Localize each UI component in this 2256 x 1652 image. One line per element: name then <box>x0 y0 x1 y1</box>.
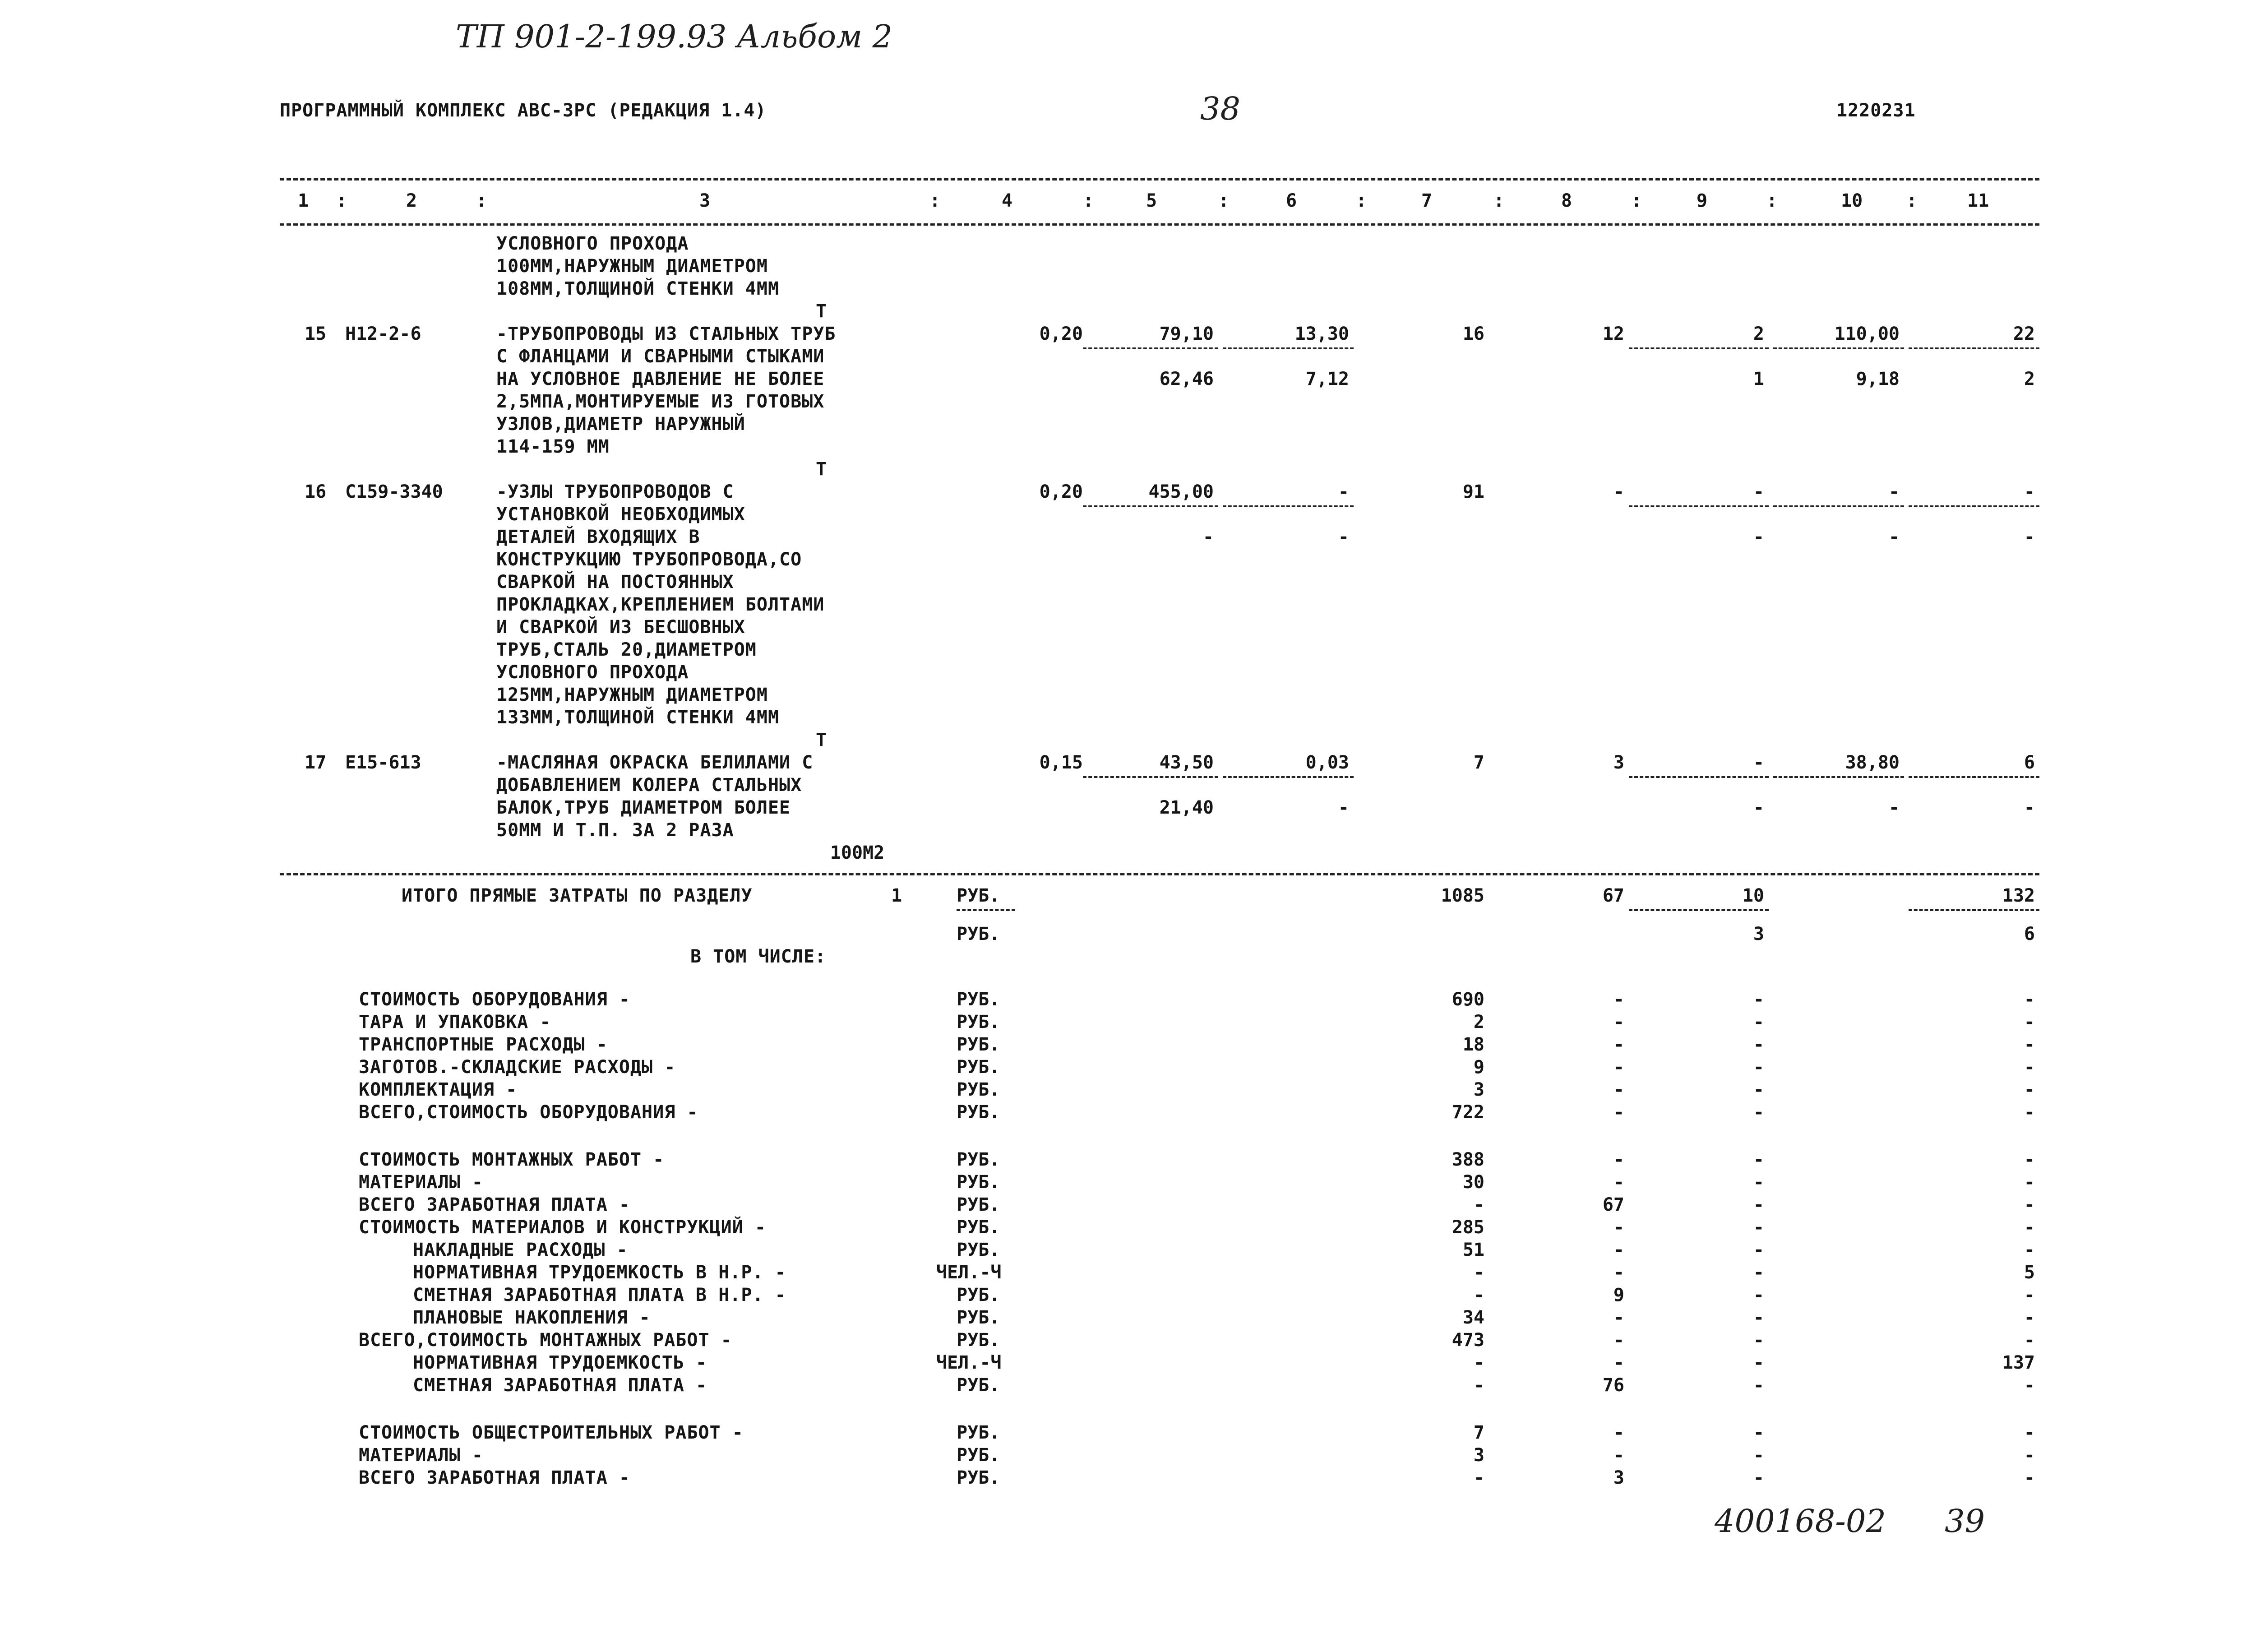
summary-col7: 285 <box>1452 1217 1484 1238</box>
split-rule <box>1629 347 1769 349</box>
summary-label: СТОИМОСТЬ ОБЩЕСТРОИТЕЛЬНЫХ РАБОТ - <box>359 1422 744 1443</box>
item-description-line: ТРУБ,СТАЛЬ 20,ДИАМЕТРОМ <box>496 639 757 660</box>
total-unit-rule <box>957 909 1015 911</box>
col8-value: - <box>1613 481 1624 502</box>
col11-secondary: 2 <box>2024 369 2035 389</box>
item-description-line: 100ММ,НАРУЖНЫМ ДИАМЕТРОМ <box>496 256 768 277</box>
col8-value: 12 <box>1602 324 1624 344</box>
total-col11: 132 <box>2002 885 2035 906</box>
summary-col8: - <box>1613 1217 1624 1238</box>
col11-value: - <box>2024 481 2035 502</box>
row-number: 15 <box>305 324 327 344</box>
summary-col8: - <box>1613 1262 1624 1283</box>
summary-col9: - <box>1753 1352 1764 1373</box>
summary-unit: РУБ. <box>957 1285 1000 1305</box>
split-rule <box>1629 505 1769 507</box>
total-split-rule <box>1909 909 2039 911</box>
summary-col7: 9 <box>1473 1057 1484 1078</box>
col5-secondary: 62,46 <box>1159 369 1214 389</box>
summary-unit: РУБ. <box>957 1330 1000 1351</box>
split-rule <box>1909 776 2039 778</box>
col4-quantity: 0,15 <box>1039 752 1083 773</box>
summary-unit: РУБ. <box>957 1149 1000 1170</box>
item-description-line: 108ММ,ТОЛЩИНОЙ СТЕНКИ 4ММ <box>496 278 780 299</box>
row-number: 17 <box>305 752 327 773</box>
column-header-6: 6 <box>1286 190 1297 211</box>
item-description-line: 114-159 ММ <box>496 436 610 457</box>
summary-unit: РУБ. <box>957 1194 1000 1215</box>
col4-quantity: 0,20 <box>1039 481 1083 502</box>
summary-col11: - <box>2024 1194 2035 1215</box>
including-label: В ТОМ ЧИСЛЕ: <box>690 946 826 967</box>
summary-col11: - <box>2024 1467 2035 1488</box>
split-rule <box>1909 505 2039 507</box>
summary-col7: 2 <box>1473 1012 1484 1032</box>
summary-col11: - <box>2024 1285 2035 1305</box>
total-section-number: 1 <box>891 885 902 906</box>
summary-col11: - <box>2024 1307 2035 1328</box>
col10-value: 110,00 <box>1834 324 1900 344</box>
summary-col7: 3 <box>1473 1445 1484 1466</box>
summary-label: СТОИМОСТЬ ОБОРУДОВАНИЯ - <box>359 989 630 1010</box>
summary-unit: РУБ. <box>957 1034 1000 1055</box>
col5-secondary: - <box>1202 527 1214 547</box>
column-separator: : <box>1493 190 1505 211</box>
column-separator: : <box>336 190 347 211</box>
col11-secondary: - <box>2024 797 2035 818</box>
summary-col9: - <box>1753 989 1764 1010</box>
split-rule <box>1223 505 1354 507</box>
split-rule <box>1083 776 1218 778</box>
column-header-1: 1 <box>298 190 309 211</box>
unit-of-measure: Т <box>815 459 827 480</box>
summary-col9: - <box>1753 1467 1764 1488</box>
summary-col9: - <box>1753 1172 1764 1193</box>
summary-col9: - <box>1753 1102 1764 1123</box>
column-header-2: 2 <box>406 190 417 211</box>
summary-col8: - <box>1613 1330 1624 1351</box>
col6-secondary: - <box>1338 527 1349 547</box>
split-rule <box>1629 776 1769 778</box>
column-header-10: 10 <box>1841 190 1863 211</box>
col5-unit-cost: 79,10 <box>1159 324 1214 344</box>
summary-label: КОМПЛЕКТАЦИЯ - <box>359 1079 518 1100</box>
summary-col11: - <box>2024 1240 2035 1260</box>
handwritten-album-ref: ТП 901-2-199.93 Альбом 2 <box>456 18 893 55</box>
summary-col7: 3 <box>1473 1079 1484 1100</box>
item-description-line: ДОБАВЛЕНИЕМ КОЛЕРА СТАЛЬНЫХ <box>496 775 802 796</box>
column-header-11: 11 <box>1967 190 1989 211</box>
total-unit: РУБ. <box>957 885 1000 906</box>
col9-value: - <box>1753 752 1764 773</box>
split-rule <box>1909 347 2039 349</box>
item-description-line: 133ММ,ТОЛЩИНОЙ СТЕНКИ 4ММ <box>496 707 780 728</box>
summary-label: НОРМАТИВНАЯ ТРУДОЕМКОСТЬ В Н.Р. - <box>413 1262 786 1283</box>
summary-label: ЗАГОТОВ.-СКЛАДСКИЕ РАСХОДЫ - <box>359 1057 676 1078</box>
summary-col11: - <box>2024 1172 2035 1193</box>
item-description-line: 2,5МПА,МОНТИРУЕМЫЕ ИЗ ГОТОВЫХ <box>496 391 825 412</box>
total-col9: 10 <box>1742 885 1764 906</box>
total-split-rule <box>1629 909 1769 911</box>
summary-col8: - <box>1613 1307 1624 1328</box>
col10-secondary: 9,18 <box>1856 369 1900 389</box>
summary-label: ВСЕГО,СТОИМОСТЬ ОБОРУДОВАНИЯ - <box>359 1102 698 1123</box>
summary-col11: - <box>2024 1034 2035 1055</box>
program-header: ПРОГРАММНЫЙ КОМПЛЕКС АВС-ЗРС (РЕДАКЦИЯ 1.4) <box>280 100 767 121</box>
summary-col8: - <box>1613 989 1624 1010</box>
summary-label: СМЕТНАЯ ЗАРАБОТНАЯ ПЛАТА В Н.Р. - <box>413 1285 786 1305</box>
summary-label: СМЕТНАЯ ЗАРАБОТНАЯ ПЛАТА - <box>413 1375 707 1396</box>
summary-label: ТАРА И УПАКОВКА - <box>359 1012 551 1032</box>
summary-col11: - <box>2024 1057 2035 1078</box>
column-header-7: 7 <box>1421 190 1433 211</box>
summary-col7: 51 <box>1462 1240 1484 1260</box>
summary-col8: - <box>1613 1057 1624 1078</box>
split-rule <box>1083 505 1218 507</box>
summary-col9: - <box>1753 1285 1764 1305</box>
item-description-line: УСТАНОВКОЙ НЕОБХОДИМЫХ <box>496 504 745 525</box>
column-separator: : <box>1356 190 1367 211</box>
split-rule <box>1083 347 1218 349</box>
summary-col8: 67 <box>1602 1194 1624 1215</box>
col9-value: 2 <box>1753 324 1764 344</box>
summary-unit: РУБ. <box>957 1172 1000 1193</box>
row-number: 16 <box>305 481 327 502</box>
summary-col7: 722 <box>1452 1102 1484 1123</box>
summary-col8: - <box>1613 1172 1624 1193</box>
column-separator: : <box>929 190 941 211</box>
summary-col7: - <box>1473 1467 1484 1488</box>
column-header-5: 5 <box>1146 190 1157 211</box>
summary-col11: - <box>2024 1217 2035 1238</box>
col8-value: 3 <box>1613 752 1624 773</box>
total-col8: 67 <box>1602 885 1624 906</box>
summary-unit: РУБ. <box>957 1445 1000 1466</box>
item-description-line: ПРОКЛАДКАХ,КРЕПЛЕНИЕМ БОЛТАМИ <box>496 594 825 615</box>
summary-col8: 3 <box>1613 1467 1624 1488</box>
col10-value: - <box>1888 481 1900 502</box>
summary-col8: - <box>1613 1149 1624 1170</box>
summary-col7: 388 <box>1452 1149 1484 1170</box>
split-rule <box>1773 776 1904 778</box>
header-rule-bottom <box>280 223 2039 226</box>
total-col9-secondary: 3 <box>1753 924 1764 944</box>
summary-col9: - <box>1753 1057 1764 1078</box>
summary-col7: 34 <box>1462 1307 1484 1328</box>
summary-col11: - <box>2024 1330 2035 1351</box>
summary-col7: - <box>1473 1375 1484 1396</box>
col7-total: 7 <box>1473 752 1484 773</box>
col10-secondary: - <box>1888 527 1900 547</box>
total-unit-secondary: РУБ. <box>957 924 1000 944</box>
summary-col9: - <box>1753 1330 1764 1351</box>
summary-label: СТОИМОСТЬ МОНТАЖНЫХ РАБОТ - <box>359 1149 665 1170</box>
section-total-rule <box>280 873 2039 875</box>
summary-col11: 5 <box>2024 1262 2035 1283</box>
column-separator: : <box>1218 190 1230 211</box>
split-rule <box>1773 347 1904 349</box>
column-separator: : <box>1083 190 1094 211</box>
column-separator: : <box>476 190 487 211</box>
document-number: 1220231 <box>1836 100 1916 121</box>
summary-col8: - <box>1613 1079 1624 1100</box>
summary-label: СТОИМОСТЬ МАТЕРИАЛОВ И КОНСТРУКЦИЙ - <box>359 1217 766 1238</box>
col6-value: - <box>1338 481 1349 502</box>
column-header-4: 4 <box>1002 190 1013 211</box>
summary-label: ВСЕГО ЗАРАБОТНАЯ ПЛАТА - <box>359 1467 630 1488</box>
summary-col7: 18 <box>1462 1034 1484 1055</box>
summary-unit: РУБ. <box>957 1467 1000 1488</box>
unit-of-measure: Т <box>815 301 827 322</box>
summary-unit: РУБ. <box>957 1079 1000 1100</box>
summary-label: ВСЕГО ЗАРАБОТНАЯ ПЛАТА - <box>359 1194 630 1215</box>
item-description-line: И СВАРКОЙ ИЗ БЕСШОВНЫХ <box>496 617 745 638</box>
handwritten-page-number: 38 <box>1200 90 1241 127</box>
resource-code: Н12-2-6 <box>345 324 421 344</box>
summary-col7: - <box>1473 1194 1484 1215</box>
summary-unit: РУБ. <box>957 1375 1000 1396</box>
summary-col11: - <box>2024 1012 2035 1032</box>
summary-col9: - <box>1753 1012 1764 1032</box>
summary-col9: - <box>1753 1149 1764 1170</box>
summary-unit: РУБ. <box>957 989 1000 1010</box>
column-separator: : <box>1631 190 1642 211</box>
summary-col11: - <box>2024 1102 2035 1123</box>
summary-unit: РУБ. <box>957 1217 1000 1238</box>
summary-col7: - <box>1473 1262 1484 1283</box>
total-label: ИТОГО ПРЯМЫЕ ЗАТРАТЫ ПО РАЗДЕЛУ <box>402 885 753 906</box>
item-description-line: -УЗЛЫ ТРУБОПРОВОДОВ С <box>496 481 734 502</box>
summary-col11: - <box>2024 1375 2035 1396</box>
summary-unit: РУБ. <box>957 1240 1000 1260</box>
summary-label: ВСЕГО,СТОИМОСТЬ МОНТАЖНЫХ РАБОТ - <box>359 1330 732 1351</box>
item-description-line: -МАСЛЯНАЯ ОКРАСКА БЕЛИЛАМИ С <box>496 752 814 773</box>
col10-value: 38,80 <box>1845 752 1900 773</box>
summary-col8: - <box>1613 1240 1624 1260</box>
unit-of-measure: 100М2 <box>830 842 885 863</box>
split-rule <box>1223 776 1354 778</box>
summary-col9: - <box>1753 1307 1764 1328</box>
col10-secondary: - <box>1888 797 1900 818</box>
summary-label: ТРАНСПОРТНЫЕ РАСХОДЫ - <box>359 1034 608 1055</box>
item-description-line: БАЛОК,ТРУБ ДИАМЕТРОМ БОЛЕЕ <box>496 797 791 818</box>
summary-unit: РУБ. <box>957 1057 1000 1078</box>
summary-col7: 690 <box>1452 989 1484 1010</box>
summary-col8: - <box>1613 1102 1624 1123</box>
summary-col8: - <box>1613 1034 1624 1055</box>
summary-unit: ЧЕЛ.-Ч <box>936 1262 1002 1283</box>
handwritten-stamp-code: 400168-02 <box>1715 1503 1886 1540</box>
summary-unit: РУБ. <box>957 1422 1000 1443</box>
split-rule <box>1773 505 1904 507</box>
item-description-line: УЗЛОВ,ДИАМЕТР НАРУЖНЫЙ <box>496 414 745 435</box>
col7-total: 16 <box>1462 324 1484 344</box>
summary-col7: 473 <box>1452 1330 1484 1351</box>
resource-code: С159-3340 <box>345 481 443 502</box>
col11-value: 6 <box>2024 752 2035 773</box>
summary-label: ПЛАНОВЫЕ НАКОПЛЕНИЯ - <box>413 1307 651 1328</box>
item-description-line: УСЛОВНОГО ПРОХОДА <box>496 662 689 683</box>
summary-col11: - <box>2024 1422 2035 1443</box>
summary-unit: РУБ. <box>957 1102 1000 1123</box>
col4-quantity: 0,20 <box>1039 324 1083 344</box>
summary-col7: - <box>1473 1285 1484 1305</box>
summary-col11: 137 <box>2002 1352 2035 1373</box>
summary-label: МАТЕРИАЛЫ - <box>359 1172 483 1193</box>
col9-value: - <box>1753 481 1764 502</box>
summary-col9: - <box>1753 1034 1764 1055</box>
summary-unit: РУБ. <box>957 1012 1000 1032</box>
summary-col9: - <box>1753 1262 1764 1283</box>
summary-col8: 76 <box>1602 1375 1624 1396</box>
item-description-line: -ТРУБОПРОВОДЫ ИЗ СТАЛЬНЫХ ТРУБ <box>496 324 836 344</box>
resource-code: Е15-613 <box>345 752 421 773</box>
column-separator: : <box>1906 190 1918 211</box>
column-header-8: 8 <box>1561 190 1572 211</box>
col6-value: 13,30 <box>1294 324 1349 344</box>
col9-secondary: 1 <box>1753 369 1764 389</box>
header-rule-top <box>280 178 2039 180</box>
col9-secondary: - <box>1753 527 1764 547</box>
summary-col8: - <box>1613 1012 1624 1032</box>
summary-col11: - <box>2024 1149 2035 1170</box>
item-description-line: КОНСТРУКЦИЮ ТРУБОПРОВОДА,СО <box>496 549 802 570</box>
summary-col7: 7 <box>1473 1422 1484 1443</box>
item-description-line: С ФЛАНЦАМИ И СВАРНЫМИ СТЫКАМИ <box>496 346 825 367</box>
col6-value: 0,03 <box>1305 752 1349 773</box>
summary-col8: - <box>1613 1422 1624 1443</box>
summary-col7: - <box>1473 1352 1484 1373</box>
total-col11-secondary: 6 <box>2024 924 2035 944</box>
item-description-line: ДЕТАЛЕЙ ВХОДЯЩИХ В <box>496 527 700 547</box>
column-header-3: 3 <box>699 190 711 211</box>
unit-of-measure: Т <box>815 730 827 750</box>
summary-col7: 30 <box>1462 1172 1484 1193</box>
item-description-line: 50ММ И Т.П. ЗА 2 РАЗА <box>496 820 734 841</box>
total-col7: 1085 <box>1441 885 1484 906</box>
summary-col9: - <box>1753 1079 1764 1100</box>
item-description-line: УСЛОВНОГО ПРОХОДА <box>496 233 689 254</box>
summary-col8: - <box>1613 1352 1624 1373</box>
item-description-line: 125ММ,НАРУЖНЫМ ДИАМЕТРОМ <box>496 685 768 705</box>
col11-secondary: - <box>2024 527 2035 547</box>
summary-col9: - <box>1753 1240 1764 1260</box>
handwritten-stamp-page: 39 <box>1945 1503 1985 1540</box>
col5-unit-cost: 455,00 <box>1148 481 1214 502</box>
col5-secondary: 21,40 <box>1159 797 1214 818</box>
summary-label: НОРМАТИВНАЯ ТРУДОЕМКОСТЬ - <box>413 1352 707 1373</box>
summary-col9: - <box>1753 1375 1764 1396</box>
summary-label: НАКЛАДНЫЕ РАСХОДЫ - <box>413 1240 628 1260</box>
summary-col9: - <box>1753 1422 1764 1443</box>
summary-col9: - <box>1753 1445 1764 1466</box>
summary-col9: - <box>1753 1194 1764 1215</box>
column-header-9: 9 <box>1697 190 1708 211</box>
item-description-line: СВАРКОЙ НА ПОСТОЯННЫХ <box>496 572 734 592</box>
col7-total: 91 <box>1462 481 1484 502</box>
summary-col11: - <box>2024 989 2035 1010</box>
col6-secondary: 7,12 <box>1305 369 1349 389</box>
col9-secondary: - <box>1753 797 1764 818</box>
summary-col8: 9 <box>1613 1285 1624 1305</box>
summary-col11: - <box>2024 1079 2035 1100</box>
summary-unit: ЧЕЛ.-Ч <box>936 1352 1002 1373</box>
split-rule <box>1223 347 1354 349</box>
col6-secondary: - <box>1338 797 1349 818</box>
item-description-line: НА УСЛОВНОЕ ДАВЛЕНИЕ НЕ БОЛЕЕ <box>496 369 825 389</box>
summary-col9: - <box>1753 1217 1764 1238</box>
summary-col11: - <box>2024 1445 2035 1466</box>
col11-value: 22 <box>2013 324 2035 344</box>
summary-unit: РУБ. <box>957 1307 1000 1328</box>
column-separator: : <box>1766 190 1778 211</box>
summary-label: МАТЕРИАЛЫ - <box>359 1445 483 1466</box>
summary-col8: - <box>1613 1445 1624 1466</box>
col5-unit-cost: 43,50 <box>1159 752 1214 773</box>
